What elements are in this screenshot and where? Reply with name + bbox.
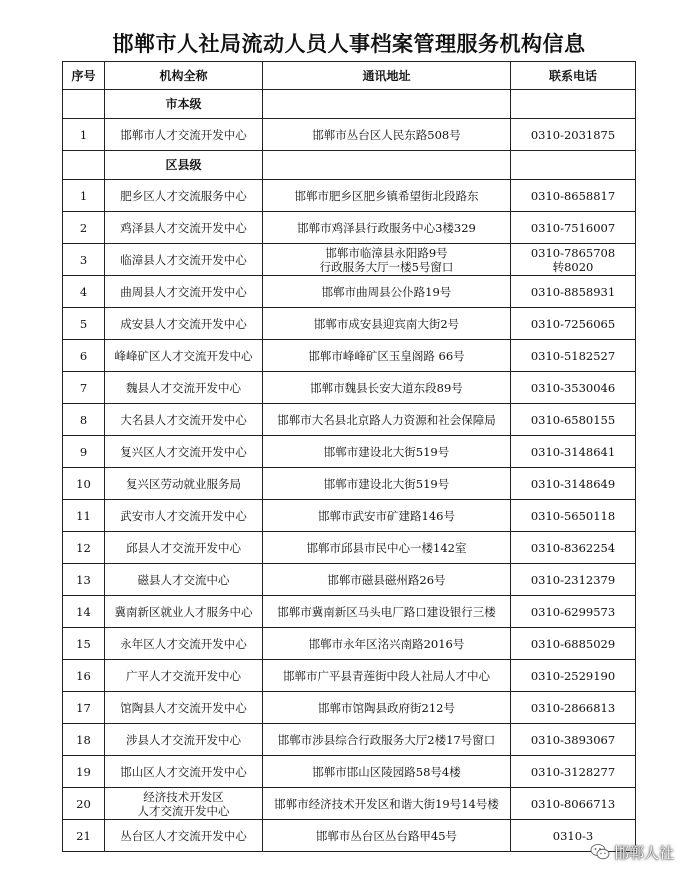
institution-address <box>263 692 511 724</box>
institution-address <box>263 340 511 372</box>
institution-name-line: 大名县人才交流开发中心 <box>120 412 247 427</box>
institution-name-line: 馆陶县人才交流开发中心 <box>120 700 247 715</box>
institution-name <box>105 244 263 276</box>
institution-address <box>263 276 511 308</box>
institution-address <box>263 119 511 151</box>
institution-name <box>105 788 263 820</box>
institution-address <box>263 468 511 500</box>
institution-phone-line: 0310-7256065 <box>530 316 616 331</box>
row-number: 13 <box>63 564 105 596</box>
row-number: 10 <box>63 468 105 500</box>
institution-address <box>263 628 511 660</box>
table-row <box>63 660 636 692</box>
institution-name <box>105 404 263 436</box>
institution-phone <box>511 660 636 692</box>
row-number: 17 <box>63 692 105 724</box>
section-empty-cell <box>511 151 636 180</box>
row-number: 11 <box>63 500 105 532</box>
institution-name-line: 峰峰矿区人才交流开发中心 <box>114 348 253 363</box>
section-row <box>63 90 636 119</box>
row-number: 21 <box>63 820 105 852</box>
table-body <box>63 90 636 852</box>
institution-phone-line: 0310-3 <box>552 828 594 843</box>
institution-address <box>263 724 511 756</box>
table-row <box>63 308 636 340</box>
institution-name <box>105 532 263 564</box>
institution-name <box>105 628 263 660</box>
table-row <box>63 500 636 532</box>
institution-name-line: 成安县人才交流开发中心 <box>120 316 247 331</box>
institution-address-line: 邯郸市魏县长安大道东段89号 <box>310 380 463 395</box>
institution-phone-line: 0310-6580155 <box>530 412 616 427</box>
institution-address-line: 邯郸市峰峰矿区玉皇阁路 66号 <box>308 348 465 363</box>
table-row <box>63 276 636 308</box>
institution-name-line: 冀南新区就业人才服务中心 <box>114 604 253 619</box>
institution-phone <box>511 404 636 436</box>
institution-address-line: 邯郸市冀南新区马头电厂路口建设银行三楼 <box>277 604 496 619</box>
institution-phone-line: 0310-3148649 <box>530 476 616 491</box>
institution-address <box>263 404 511 436</box>
institution-name-line: 临漳县人才交流开发中心 <box>120 252 247 267</box>
institution-name-line: 经济技术开发区 <box>143 789 224 804</box>
institution-name <box>105 500 263 532</box>
institution-address-line: 邯郸市馆陶县政府街212号 <box>318 700 455 715</box>
institution-name-line: 涉县人才交流开发中心 <box>126 732 241 747</box>
table-row <box>63 468 636 500</box>
institution-address <box>263 788 511 820</box>
institution-name <box>105 468 263 500</box>
institution-phone-line: 0310-6885029 <box>530 636 616 651</box>
institution-address-line: 邯郸市涉县综合行政服务大厅2楼17号窗口 <box>277 732 496 747</box>
institution-phone <box>511 628 636 660</box>
institution-name <box>105 660 263 692</box>
row-number: 9 <box>63 436 105 468</box>
institution-address-line: 邯郸市大名县北京路人力资源和社会保障局 <box>277 412 496 427</box>
table-row <box>63 119 636 151</box>
section-empty-cell <box>63 151 105 180</box>
section-row <box>63 151 636 180</box>
institution-phone-line: 0310-5182527 <box>530 348 616 363</box>
institution-phone <box>511 564 636 596</box>
institution-address <box>263 660 511 692</box>
section-label: 区县级 <box>105 151 263 180</box>
institution-address <box>263 308 511 340</box>
institution-phone-line: 0310-2031875 <box>530 127 616 142</box>
table-row <box>63 244 636 276</box>
section-empty-cell <box>63 90 105 119</box>
row-number: 2 <box>63 212 105 244</box>
section-label: 市本级 <box>105 90 263 119</box>
institution-phone-line: 0310-3128277 <box>530 764 616 779</box>
table-row <box>63 628 636 660</box>
institution-name <box>105 692 263 724</box>
institution-phone <box>511 724 636 756</box>
row-number: 4 <box>63 276 105 308</box>
institution-phone-line: 0310-7865708 <box>530 245 616 260</box>
institution-phone-line: 0310-8362254 <box>530 540 616 555</box>
institution-name <box>105 436 263 468</box>
institution-name-line: 磁县人才交流中心 <box>137 572 230 587</box>
row-number: 18 <box>63 724 105 756</box>
institution-name <box>105 308 263 340</box>
institution-address <box>263 820 511 852</box>
institution-address-line: 邯郸市丛台区人民东路508号 <box>312 127 461 142</box>
table-header-row <box>63 62 636 90</box>
table-row <box>63 340 636 372</box>
row-number: 12 <box>63 532 105 564</box>
institution-address-line: 邯郸市鸡泽县行政服务中心3楼329 <box>297 220 476 235</box>
institution-name <box>105 724 263 756</box>
section-empty-cell <box>511 90 636 119</box>
institution-name <box>105 119 263 151</box>
row-number: 6 <box>63 340 105 372</box>
institution-phone <box>511 340 636 372</box>
institution-address-line: 邯郸市经济技术开发区和谐大街19号14号楼 <box>274 796 499 811</box>
table-row <box>63 596 636 628</box>
institution-phone <box>511 788 636 820</box>
institution-name-line: 邯山区人才交流开发中心 <box>120 764 247 779</box>
institution-phone <box>511 212 636 244</box>
institution-name <box>105 820 263 852</box>
row-number: 20 <box>63 788 105 820</box>
institution-phone-line: 0310-8658817 <box>530 188 616 203</box>
institution-phone <box>511 180 636 212</box>
row-number: 15 <box>63 628 105 660</box>
institution-address <box>263 212 511 244</box>
institution-name <box>105 340 263 372</box>
institution-name-line: 人才交流开发中心 <box>137 803 230 818</box>
row-number: 5 <box>63 308 105 340</box>
institution-table <box>62 61 636 852</box>
institution-name-line: 肥乡区人才交流服务中心 <box>120 188 247 203</box>
institution-address-line: 邯郸市建设北大街519号 <box>323 476 450 491</box>
header-number: 序号 <box>63 62 105 90</box>
institution-address-line: 邯郸市成安县迎宾南大街2号 <box>313 316 460 331</box>
institution-name-line: 永年区人才交流开发中心 <box>120 636 247 651</box>
institution-phone-line: 0310-2866813 <box>530 700 616 715</box>
institution-address-line: 邯郸市建设北大街519号 <box>323 444 450 459</box>
institution-address-line: 邯郸市广平县青莲街中段人社局人才中心 <box>283 668 490 683</box>
page-title: 邯郸市人社局流动人员人事档案管理服务机构信息 <box>112 32 586 56</box>
institution-name-line: 广平人才交流开发中心 <box>126 668 241 683</box>
header-address: 通讯地址 <box>263 62 511 90</box>
institution-phone <box>511 596 636 628</box>
institution-address <box>263 532 511 564</box>
institution-address-line: 邯郸市临漳县永阳路9号 <box>325 245 448 260</box>
table-row <box>63 404 636 436</box>
institution-name-line: 邱县人才交流开发中心 <box>126 540 241 555</box>
table-row <box>63 788 636 820</box>
institution-name-line: 鸡泽县人才交流开发中心 <box>120 220 247 235</box>
institution-name-line: 复兴区人才交流开发中心 <box>120 444 247 459</box>
institution-phone <box>511 372 636 404</box>
institution-name <box>105 756 263 788</box>
wechat-icon <box>590 843 610 861</box>
institution-address <box>263 180 511 212</box>
institution-phone-line: 0310-5650118 <box>530 508 616 523</box>
section-empty-cell <box>263 151 511 180</box>
row-number: 14 <box>63 596 105 628</box>
table-row <box>63 180 636 212</box>
institution-phone <box>511 244 636 276</box>
institution-name <box>105 596 263 628</box>
table-row <box>63 692 636 724</box>
institution-name-line: 邯郸市人才交流开发中心 <box>120 127 247 142</box>
header-phone: 联系电话 <box>511 62 636 90</box>
institution-name <box>105 180 263 212</box>
row-number: 1 <box>63 119 105 151</box>
institution-address-line: 行政服务大厅一楼5号窗口 <box>319 259 454 274</box>
table-row <box>63 212 636 244</box>
institution-phone <box>511 276 636 308</box>
institution-address-line: 邯郸市曲周县公仆路19号 <box>321 284 452 299</box>
institution-phone-line: 0310-6299573 <box>530 604 616 619</box>
institution-address <box>263 596 511 628</box>
row-number: 16 <box>63 660 105 692</box>
institution-name <box>105 212 263 244</box>
watermark <box>590 840 674 864</box>
table-row <box>63 564 636 596</box>
table-row <box>63 372 636 404</box>
institution-name-line: 曲周县人才交流开发中心 <box>120 284 247 299</box>
institution-phone-line: 0310-3893067 <box>530 732 616 747</box>
institution-name <box>105 372 263 404</box>
institution-phone <box>511 468 636 500</box>
institution-phone-line: 转8020 <box>552 259 594 274</box>
watermark-text: 邯郸人社 <box>614 843 675 862</box>
table-row <box>63 532 636 564</box>
row-number: 1 <box>63 180 105 212</box>
institution-address-line: 邯郸市肥乡区肥乡镇希望街北段路东 <box>294 188 479 203</box>
row-number: 8 <box>63 404 105 436</box>
institution-phone-line: 0310-8858931 <box>530 284 616 299</box>
table-row <box>63 724 636 756</box>
table-row <box>63 820 636 852</box>
row-number: 7 <box>63 372 105 404</box>
header-name: 机构全称 <box>105 62 263 90</box>
institution-address-line: 邯郸市丛台区丛台路甲45号 <box>315 828 458 843</box>
table-row <box>63 756 636 788</box>
institution-phone <box>511 119 636 151</box>
institution-phone <box>511 500 636 532</box>
institution-phone <box>511 308 636 340</box>
institution-phone-line: 0310-2312379 <box>530 572 616 587</box>
institution-phone-line: 0310-3148641 <box>530 444 616 459</box>
institution-name-line: 丛台区人才交流开发中心 <box>120 828 247 843</box>
institution-name-line: 魏县人才交流开发中心 <box>126 380 241 395</box>
institution-address <box>263 372 511 404</box>
row-number: 19 <box>63 756 105 788</box>
institution-phone <box>511 532 636 564</box>
institution-name <box>105 564 263 596</box>
institution-name-line: 复兴区劳动就业服务局 <box>126 476 241 491</box>
institution-name <box>105 276 263 308</box>
institution-address <box>263 436 511 468</box>
institution-phone-line: 0310-7516007 <box>530 220 616 235</box>
institution-phone-line: 0310-8066713 <box>530 796 616 811</box>
institution-phone-line: 0310-2529190 <box>530 668 616 683</box>
institution-address <box>263 244 511 276</box>
institution-address-line: 邯郸市邯山区陵园路58号4楼 <box>312 764 461 779</box>
institution-address-line: 邯郸市武安市矿建路146号 <box>318 508 455 523</box>
institution-address-line: 邯郸市永年区洺兴南路2016号 <box>308 636 465 651</box>
institution-name-line: 武安市人才交流开发中心 <box>120 508 247 523</box>
institution-phone-line: 0310-3530046 <box>530 380 616 395</box>
row-number: 3 <box>63 244 105 276</box>
section-empty-cell <box>263 90 511 119</box>
institution-phone <box>511 436 636 468</box>
institution-address-line: 邯郸市邱县市民中心一楼142室 <box>306 540 467 555</box>
institution-phone <box>511 756 636 788</box>
institution-address <box>263 756 511 788</box>
institution-address-line: 邯郸市磁县磁州路26号 <box>327 572 446 587</box>
institution-phone <box>511 692 636 724</box>
institution-address <box>263 500 511 532</box>
institution-address <box>263 564 511 596</box>
table-row <box>63 436 636 468</box>
